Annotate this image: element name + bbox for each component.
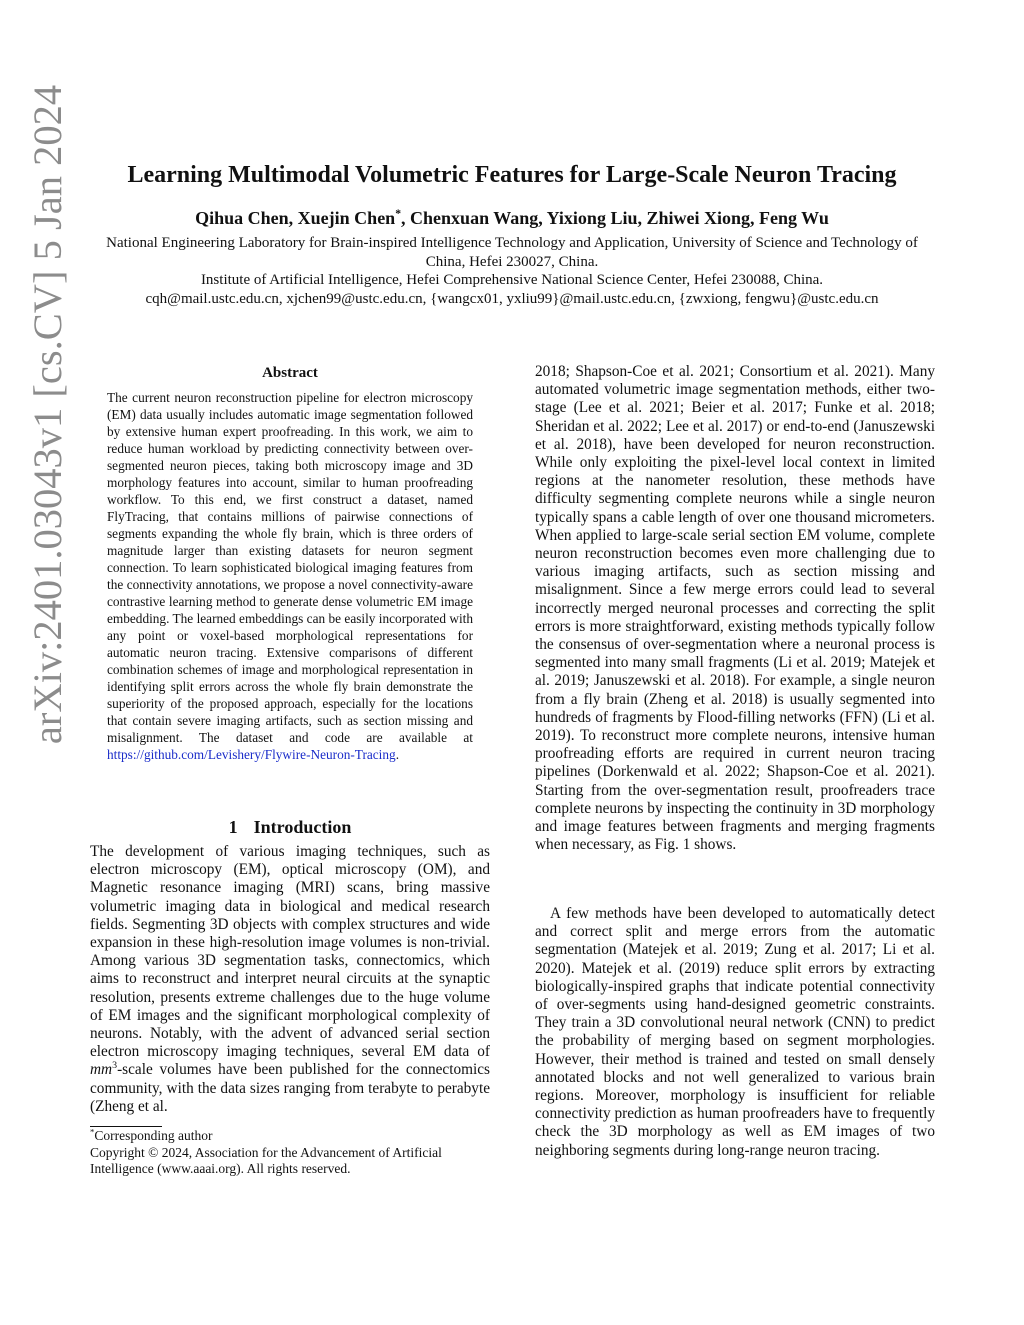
footnote-corresponding — [90, 1128, 490, 1144]
intro-left-text: The development of various imaging techniques, such as electron microscopy (EM), optical microscopy (OM), and Magnetic resonance imaging (MRI) scans, bring massive volumetric imaging data in biological and medical research fields. Segmenting 3D objects with complex structures and wide expansion in these high-resolution image volumes is non-trivial. Among various 3D segmentation tasks, connectomics, which aims to reconstruct and interpret neural circuits at the synaptic resolution, presents extreme challenges due to the huge volume of EM images and the significant morphological complexity of neurons. Notably, with the advent of advanced serial section electron microscopy imaging techniques, several EM data of — [90, 843, 490, 1061]
abstract-text: The current neuron reconstruction pipeline for electron microscopy (EM) data usually includes automatic image segmentation followed by extensive human expert proofreading. In this work, we aim to reduce human workload by predicting connectivity between over-segmented neuron pieces, taking both microscopy image and 3D morphology features into account, similar to human proofreading workflow. To this end, we first construct a dataset, named FlyTracing, that contains millions of pairwise connections of segments expanding the whole fly brain, which is three orders of magnitude larger than existing datasets for neuron segment connection. To learn sophisticated biological imaging features from the connectivity annotations, we propose a novel connectivity-aware contrastive learning method to generate dense volumetric EM image embedding. The learned embeddings can be easily incorporated with any point or voxel-based morphological representations for automatic neuron tracing. Extensive comparisons of different combination schemes of image and morphological representation in identifying split errors across the whole fly brain demonstrate the superiority of the proposed approach, especially for the locations that contain severe imaging artifacts, such as section missing and misalignment. The dataset and code are available at — [107, 390, 473, 745]
introduction-paragraph-right-2: A few methods have been developed to automatically detect and correct split and merge errors from the automatic segmentation (Matejek et al. 2019; Zung et al. 2017; Li et al. 2020). Matejek et al. (2019) reduce split errors by extracting biologically-inspired graphs that indicate potential connectivity of over-segments using hand-designed geometric constraints. They train a 3D convolutional neural network (CNN) to predict the probability of merging based on segment morphologies. However, their method is trained and tested on small densely annotated blocks and not well generalized to various brain regions. Moreover, morphology is insufficient for reliable connectivity prediction as human proofreaders have to frequently check the 3D morphology as well as EM images of two neighboring segments during long-range neuron tracing. — [535, 905, 935, 1159]
affiliation-ustc: National Engineering Laboratory for Brain-inspired Intelligence Technology and Application, University of Science and Technology of China, Hefei 230027, China. — [106, 235, 918, 270]
footnote-divider — [90, 1126, 162, 1127]
author-list — [60, 206, 964, 230]
math-mm: mm — [90, 1061, 113, 1079]
corresponding-mark: * — [395, 207, 402, 220]
author-names-part1: Qihua Chen, Xuejin Chen — [195, 208, 396, 228]
footnote-mark: * — [90, 1126, 95, 1137]
paper-title: Learning Multimodal Volumetric Features for Large-Scale Neuron Tracing — [127, 162, 897, 188]
copyright-notice: Copyright © 2024, Association for the Advancement of Artificial Intelligence (www.aaai.org). All rights reserved. — [90, 1145, 442, 1176]
dataset-code-link[interactable]: https://github.com/Levishery/Flywire-Neuron-Tracing — [107, 747, 396, 762]
author-emails: cqh@mail.ustc.edu.cn, xjchen99@ustc.edu.cn, {wangcx01, yxliu99}@mail.ustc.edu.cn, {zwxiong, fengwu}@ustc.edu.cn — [145, 290, 879, 307]
arxiv-identifier: arXiv:2401.03043v1 [cs.CV] 5 Jan 2024 — [25, 84, 70, 745]
introduction-paragraph-right-1: 2018; Shapson-Coe et al. 2021; Consortium et al. 2021). Many automated volumetric image segmentation methods, either two-stage (Lee et al. 2021; Beier et al. 2017; Funke et al. 2018; Sheridan et al. 2022; Lee et al. 2017) or end-to-end (Januszewski et al. 2018), have been developed for neuron reconstruction. While only exploiting the pixel-level local context in limited regions at the nanometer resolution, these methods have difficulty segmenting complete neurons while a single neuron typically spans a cable length of over one thousand micrometers. When applied to large-scale serial section EM volume, complete neuron reconstruction becomes even more challenging due to various imaging artifacts, such as section missing and misalignment. Since a few merge errors could lead to several incorrectly merged neuronal processes and correcting the split errors is more straightforward, existing methods typically follow the consensus of over-segmentation where a neuronal process is segmented into many small fragments (Li et al. 2019; Matejek et al. 2019; Januszewski et al. 2018). For example, a single neuron from a fly brain (Zheng et al. 2018) is usually segmented into hundreds of fragments by Flood-filling networks (FFN) (Li et al. 2019). To reconstruct more complete neurons, intensive human proofreading efforts are required in current neuron tracing pipelines (Dorkenwald et al. 2022; Shapson-Coe et al. 2021). Starting from the over-segmentation result, proofreaders trace complete neurons by inspecting the continuity in 3D morphology and image features between fragments and merging fragments when necessary, as Fig. 1 shows. — [535, 363, 935, 854]
author-names-part2: , Chenxuan Wang, Yixiong Liu, Zhiwei Xiong, Feng Wu — [401, 208, 829, 228]
affiliation-iai: Institute of Artificial Intelligence, Hefei Comprehensive National Science Center, Hefei 230088, China. — [200, 272, 824, 288]
footnote-text: Corresponding author — [94, 1128, 213, 1143]
introduction-paragraph-left — [90, 843, 490, 1116]
math-exponent: 3 — [112, 1060, 118, 1072]
section-title: Introduction — [253, 817, 352, 837]
section-number: 1 — [228, 817, 238, 837]
introduction-heading — [90, 816, 490, 838]
intro-left-text-cont: -scale volumes have been published for the connectomics community, with the data sizes ranging from terabyte to perabyte (Zheng et al. — [90, 1061, 490, 1115]
abstract-end: . — [395, 747, 400, 762]
affiliations — [90, 234, 934, 308]
abstract-heading: Abstract — [262, 365, 318, 381]
abstract-body — [107, 389, 473, 763]
